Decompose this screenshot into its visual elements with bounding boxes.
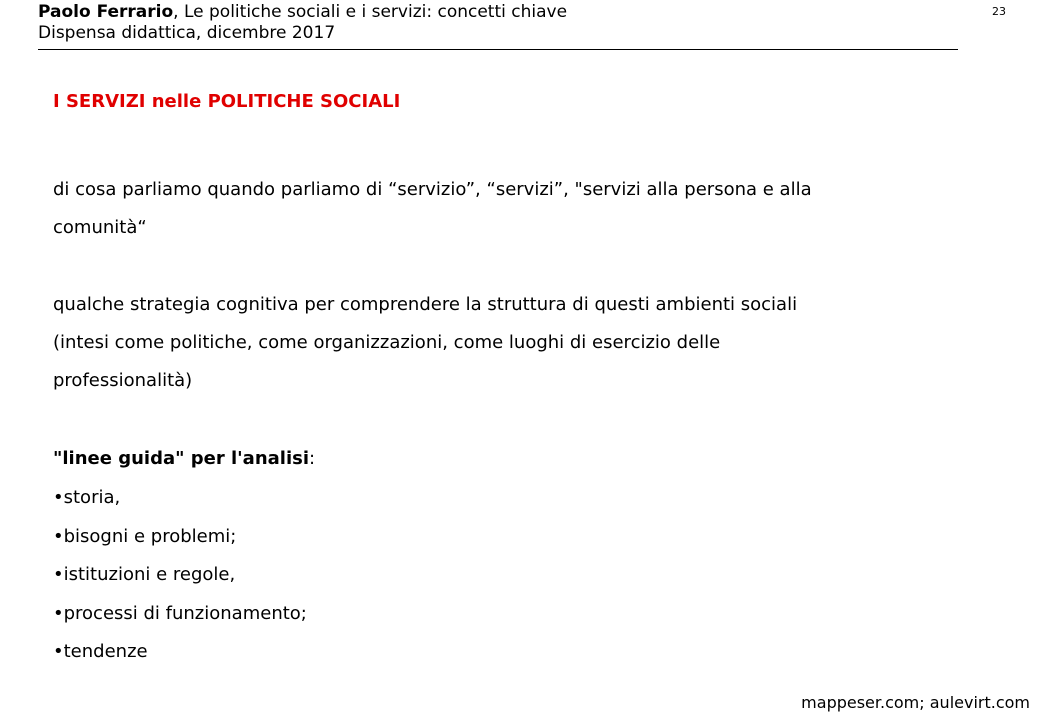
paragraph-what-is-service bbox=[53, 171, 812, 247]
list-item: •istituzioni e regole, bbox=[53, 564, 236, 585]
list-item: •tendenze bbox=[53, 641, 148, 662]
header-title-line bbox=[38, 2, 567, 23]
guidelines-heading-bold: "linee guida" per l'analisi bbox=[53, 448, 310, 469]
paragraph-line: comunità“ bbox=[53, 217, 147, 238]
header-title: , Le politiche sociali e i servizi: concetti chiave bbox=[173, 2, 568, 22]
paragraph-line: (intesi come politiche, come organizzazioni, come luoghi di esercizio delle bbox=[53, 332, 721, 353]
guidelines-list bbox=[53, 479, 307, 672]
slide-title: I SERVIZI nelle POLITICHE SOCIALI bbox=[53, 91, 401, 112]
guidelines-heading bbox=[53, 440, 315, 478]
page-number: 23 bbox=[992, 5, 1006, 18]
guidelines-heading-colon: : bbox=[309, 448, 316, 469]
header-divider bbox=[38, 49, 958, 50]
header-subtitle: Dispensa didattica, dicembre 2017 bbox=[38, 23, 336, 43]
document-header bbox=[38, 2, 567, 44]
list-item: •bisogni e problemi; bbox=[53, 525, 237, 547]
paragraph-line: qualche strategia cognitiva per comprendere la struttura di questi ambienti sociali bbox=[53, 294, 798, 315]
list-item: •storia, bbox=[53, 487, 121, 508]
list-item: •processi di funzionamento; bbox=[53, 602, 307, 624]
paragraph-line: professionalità) bbox=[53, 370, 193, 391]
paragraph-cognitive-strategy bbox=[53, 286, 797, 400]
footer-websites: mappeser.com; aulevirt.com bbox=[801, 693, 1030, 712]
author-name: Paolo Ferrario bbox=[38, 2, 174, 22]
paragraph-line: di cosa parliamo quando parliamo di “servizio”, “servizi”, "servizi alla persona e alla bbox=[53, 179, 812, 200]
